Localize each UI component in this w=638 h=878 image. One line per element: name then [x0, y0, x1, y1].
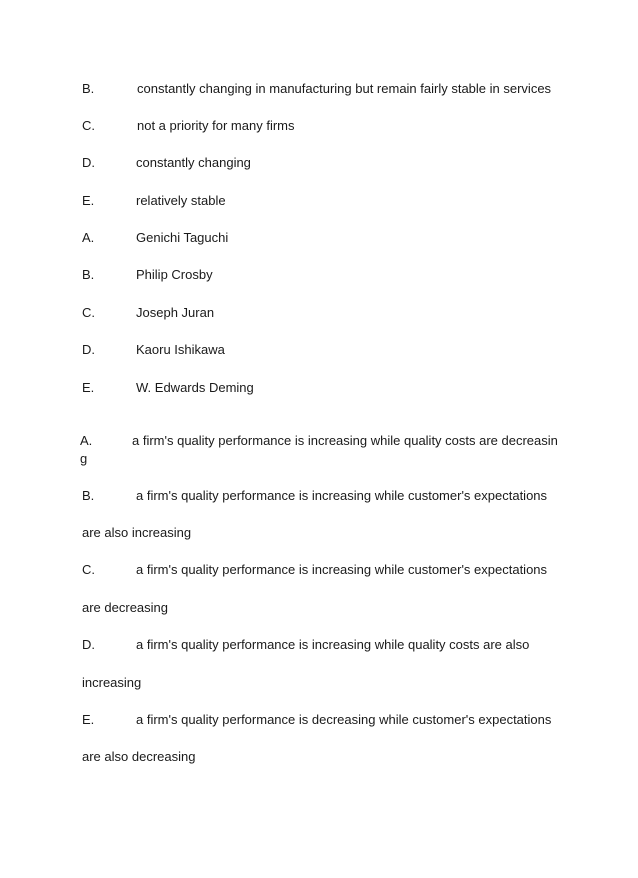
option-text: Kaoru Ishikawa [136, 342, 225, 357]
option-text: not a priority for many firms [137, 118, 295, 133]
option-text: Joseph Juran [136, 305, 215, 320]
option-continuation: increasing [82, 675, 142, 690]
option-letter: A. [80, 433, 93, 448]
option-continuation: are also increasing [82, 525, 192, 540]
option-letter: D. [82, 155, 95, 170]
option-letter: B. [82, 267, 95, 282]
option-letter: E. [82, 380, 95, 395]
option-letter: A. [82, 230, 95, 245]
option-continuation: g [80, 451, 88, 466]
option-letter: E. [82, 193, 95, 208]
option-letter: E. [82, 712, 95, 727]
option-text: a firm's quality performance is increasing while quality costs are also [136, 637, 530, 652]
option-continuation: are also decreasing [82, 749, 196, 764]
option-text: constantly changing in manufacturing but remain fairly stable in services [137, 81, 552, 96]
option-text: a firm's quality performance is increasing while customer's expectations [136, 562, 548, 577]
option-letter: D. [82, 637, 95, 652]
option-continuation: are decreasing [82, 600, 168, 615]
option-letter: B. [82, 488, 95, 503]
option-letter: C. [82, 305, 95, 320]
option-letter: C. [82, 562, 95, 577]
option-letter: D. [82, 342, 95, 357]
option-text: Genichi Taguchi [136, 230, 229, 245]
option-text: a firm's quality performance is increasing while customer's expectations [136, 488, 548, 503]
option-letter: B. [82, 81, 95, 96]
option-text: a firm's quality performance is increasing while quality costs are decreasin [132, 433, 558, 448]
option-text: relatively stable [136, 193, 226, 208]
option-text: constantly changing [136, 155, 251, 170]
option-text: a firm's quality performance is decreasing while customer's expectations [136, 712, 552, 727]
option-text: W. Edwards Deming [136, 380, 254, 395]
option-letter: C. [82, 118, 95, 133]
option-text: Philip Crosby [136, 267, 213, 282]
